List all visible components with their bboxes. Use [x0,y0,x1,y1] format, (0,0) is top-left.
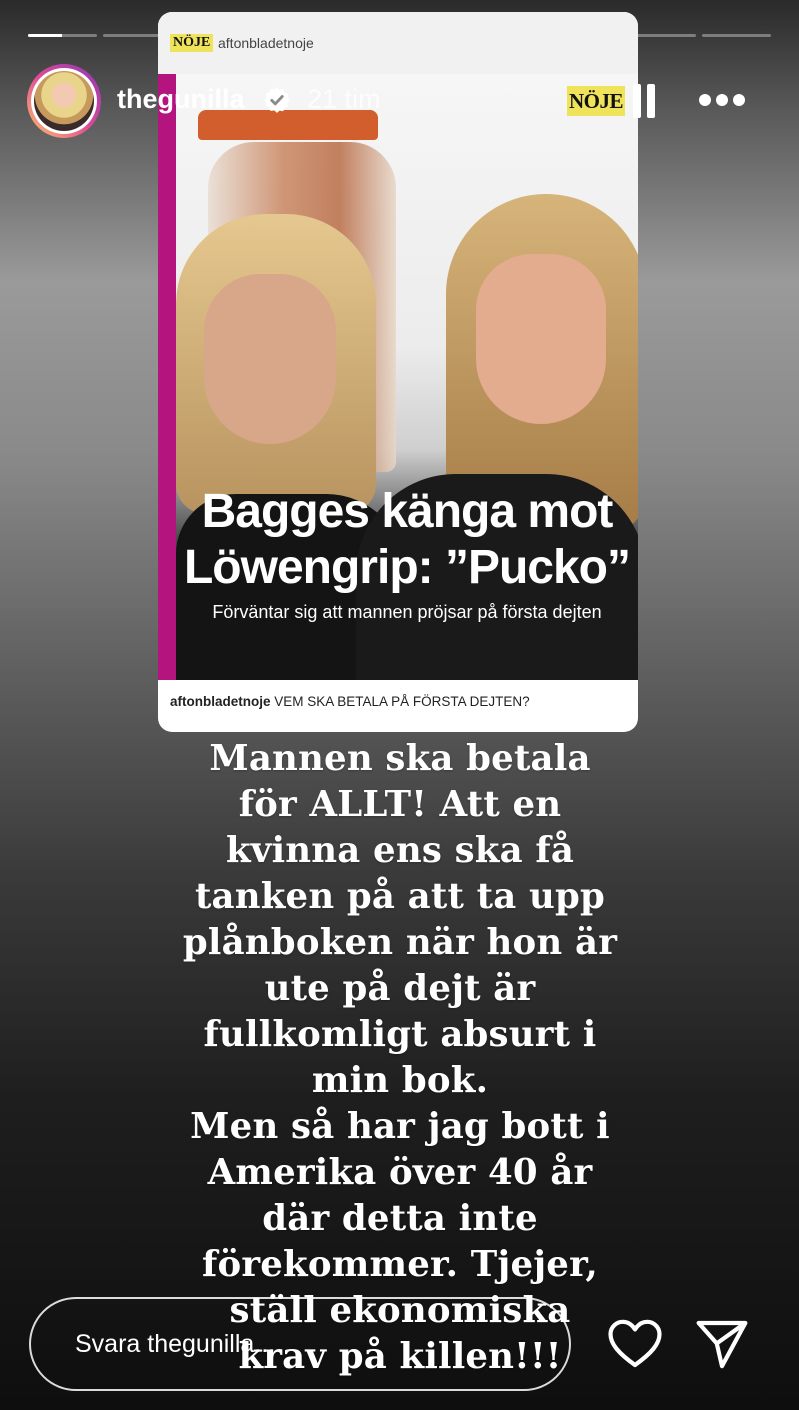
progress-segment [702,34,771,37]
reply-placeholder: Svara thegunilla... [75,1330,276,1358]
shared-post-account[interactable]: aftonbladetnoje [218,35,314,51]
more-options-icon[interactable] [697,94,747,108]
story-text-line: Amerika över 40 år [207,1152,593,1193]
send-icon[interactable] [694,1316,750,1372]
story-text-line: plånboken när hon är [182,922,618,963]
story-text-line: ute på dejt är [264,968,536,1009]
verified-badge-icon [263,86,291,114]
username[interactable]: thegunilla [117,84,245,114]
noje-brand-logo[interactable]: NÖJE [567,86,625,116]
woman-left-face [204,274,336,444]
heart-icon[interactable] [607,1318,663,1370]
story-text-line: förekommer. Tjejer, [202,1244,598,1285]
avatar[interactable] [27,64,101,138]
post-time: 21 tim [307,84,381,114]
story-text-line: tanken på att ta upp [194,876,606,917]
accent-stripe [158,74,176,680]
noje-brand-logo: NÖJE [170,34,213,52]
story-text-line: krav på killen!!! [238,1336,562,1377]
shared-post-caption [170,682,630,722]
story-text-line: där detta inte [262,1198,538,1239]
shared-post-headline [176,484,638,596]
progress-fill [28,34,62,37]
story-text-line: kvinna ens ska få [225,830,575,871]
story-text-overlay [150,736,650,1380]
headline-line-1: Bagges känga mot [201,485,613,538]
headline-line-2: Löwengrip: ”Pucko” [183,541,630,594]
caption-text: VEM SKA BETALA PÅ FÖRSTA DEJTEN? [274,694,530,709]
story-text-line: för ALLT! Att en [238,784,562,825]
story-header [27,64,771,138]
story-text-line: Mannen ska betala [209,738,591,779]
pause-icon[interactable] [631,84,657,118]
story-text-line: min bok. [311,1060,489,1101]
progress-segment [28,34,97,37]
caption-account[interactable]: aftonbladetnoje [170,694,271,709]
reply-input[interactable] [29,1297,571,1391]
story-text-line: Men så har jag bott i [190,1106,610,1147]
avatar-photo [34,71,94,131]
story-text-line: ställ ekonomiska [229,1290,571,1331]
story-text-line: fullkomligt absurt i [203,1014,597,1055]
shared-post-subheadline: Förväntar sig att mannen pröjsar på första dejten [212,602,602,622]
woman-right-face [476,254,606,424]
